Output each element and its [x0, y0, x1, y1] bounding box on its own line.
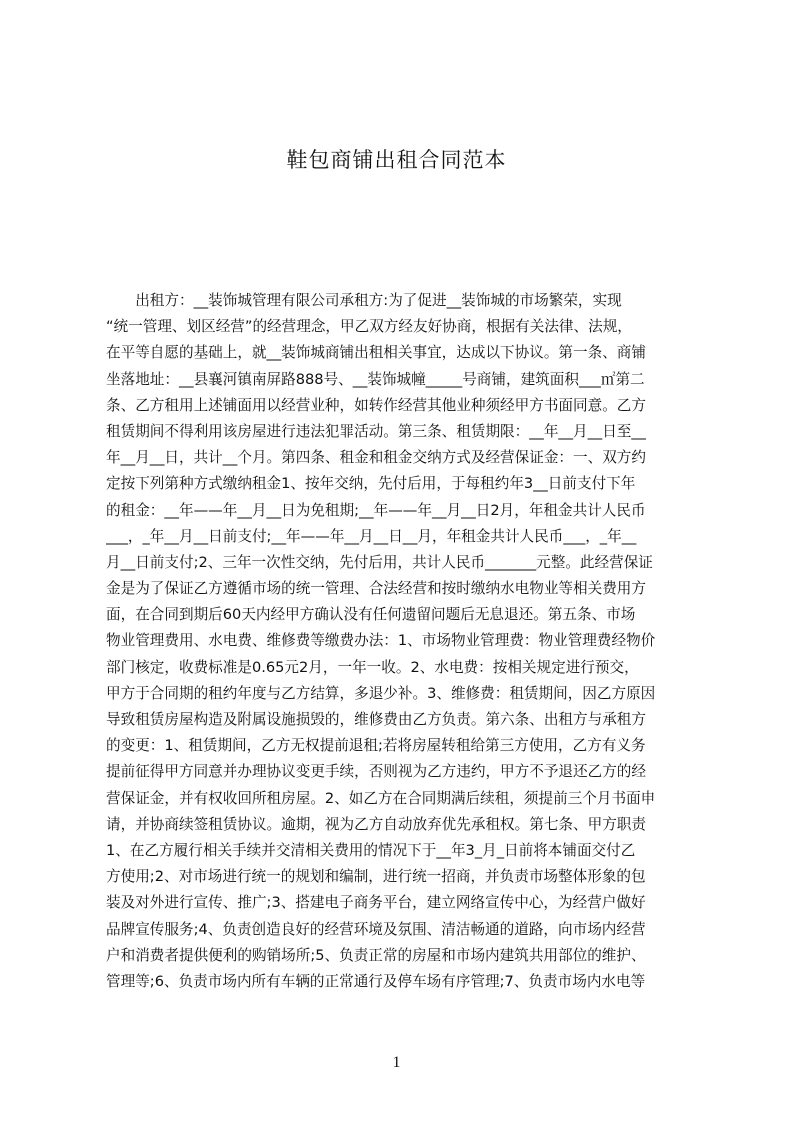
- body-text-line: 提前征得甲方同意并办理协议变更手续，否则视为乙方违约，甲方不予退还乙方的经: [106, 763, 646, 781]
- body-text-line: 装及对外进行宣传、推广;3、搭建电子商务平台，建立网络宣传中心，为经营户做好: [106, 894, 646, 912]
- body-text-line: 面，在合同到期后60天内经甲方确认没有任何遗留问题后无息退还。第五条、市场: [106, 606, 636, 624]
- body-text-line: 定按下列第种方式缴纳租金1、按年交纳，先付后用，于每租约年3__日前支付下年: [106, 475, 636, 493]
- body-text-line: 管理等;6、负责市场内所有车辆的正常通行及停车场有序管理;7、负责市场内水电等: [106, 972, 646, 990]
- body-text-line: 在平等自愿的基础上，就__装饰城商铺出租相关事宜，达成以下协议。第一条、商铺: [106, 344, 646, 362]
- body-text-line: 请，并协商续签租赁协议。逾期，视为乙方自动放弃优先承租权。第七条、甲方职责: [106, 815, 646, 833]
- body-text-line: 方使用;2、对市场进行统一的规划和编制，进行统一招商，并负责市场整体形象的包: [106, 868, 646, 886]
- body-text-line: 营保证金，并有权收回所租房屋。2、如乙方在合同期满后续租，须提前三个月书面申: [106, 789, 656, 807]
- body-text-line: 物业管理费用、水电费、维修费等缴费办法：1、市场物业管理费：物业管理费经物价: [106, 632, 656, 650]
- document-title: 鞋包商铺出租合同范本: [286, 148, 507, 172]
- body-text-line: 金是为了保证乙方遵循市场的统一管理、合法经营和按时缴纳水电物业等相关费用方: [106, 580, 646, 598]
- body-text-line: 月__日前支付;2、三年一次性交纳，先付后用，共计人民币_______元整。此经营保证: [106, 553, 653, 571]
- body-text-line: 部门核定，收费标准是0.65元2月，一年一收。2、水电费：按相关规定进行预交，: [106, 658, 639, 676]
- body-text-line: 坐落地址：__县襄河镇南屏路888号、__装饰城幢_____号商铺，建筑面积___㎡第二: [106, 370, 645, 388]
- body-text-line: ___，_年__月__日前支付;__年——年__月__日__月，年租金共计人民币___，_年__: [106, 527, 637, 545]
- body-text-line: “统一管理、划区经营”的经营理念，甲乙双方经友好协商，根据有关法律、法规，: [106, 318, 632, 336]
- document-body: [106, 288, 698, 1078]
- body-text-line: 的租金：__年——年__月__日为免租期;__年——年__月__日2月，年租金共计人民币: [106, 501, 646, 519]
- body-text-line: 1、在乙方履行相关手续并交清相关费用的情况下于__年3_月_日前将本铺面交付乙: [106, 841, 636, 859]
- body-text-line: 户和消费者提供便利的购销场所;5、负责正常的房屋和市场内建筑共用部位的维护、: [106, 946, 646, 964]
- page-number: 1: [392, 1054, 401, 1071]
- body-text-line: 甲方于合同期的租约年度与乙方结算，多退少补。3、维修费：租赁期间，因乙方原因: [106, 684, 656, 702]
- body-text-line: 租赁期间不得利用该房屋进行违法犯罪活动。第三条、租赁期限：__年__月__日至__: [106, 422, 646, 440]
- body-text-line: 年__月__日，共计__个月。第四条、租金和租金交纳方式及经营保证金：一、双方约: [106, 449, 646, 467]
- body-text-line: 的变更：1、租赁期间，乙方无权提前退租;若将房屋转租给第三方使用，乙方有义务: [106, 737, 646, 755]
- body-text-line: 条、乙方租用上述铺面用以经营业种，如转作经营其他业种须经甲方书面同意。乙方: [106, 396, 646, 414]
- body-text-line: 出租方：__装饰城管理有限公司承租方:为了促进__装饰城的市场繁荣，实现: [106, 292, 622, 309]
- body-text-line: 导致租赁房屋构造及附属设施损毁的，维修费由乙方负责。第六条、出租方与承租方: [106, 711, 646, 728]
- body-text-line: 品牌宣传服务;4、负责创造良好的经营环境及氛围、清洁畅通的道路，向市场内经营: [106, 920, 646, 938]
